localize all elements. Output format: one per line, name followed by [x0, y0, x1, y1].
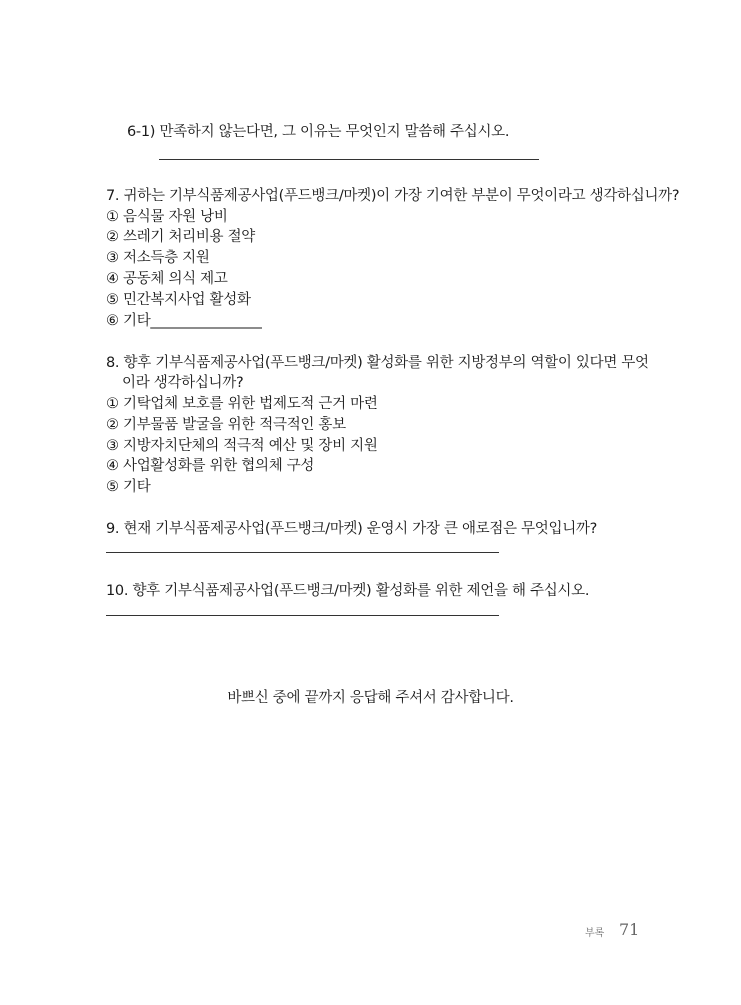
question-9: 9. 현재 기부식품제공사업(푸드뱅크/마켓) 운영시 가장 큰 애로점은 무엇입니까? [106, 521, 598, 537]
q8-option-2: ② 기부물품 발굴을 위한 적극적인 홍보 [106, 417, 346, 433]
q7-option-1: ① 음식물 자원 낭비 [106, 209, 228, 225]
q8-option-5: ⑤ 기타 [106, 479, 151, 495]
answer-line-9 [106, 552, 499, 553]
q8-option-3: ③ 지방자치단체의 적극적 예산 및 장비 지원 [106, 438, 378, 454]
answer-line-10 [106, 615, 499, 616]
footer-section-label: 부록 [585, 928, 605, 939]
q7-option-4: ④ 공동체 의식 제고 [106, 271, 228, 287]
q7-option-6: ⑥ 기타________________ [106, 313, 262, 329]
answer-line-6-1 [159, 159, 539, 160]
page-number: 71 [619, 920, 640, 939]
q7-option-3: ③ 저소득층 지원 [106, 250, 210, 266]
question-8-line-1: 8. 향후 기부식품제공사업(푸드뱅크/마켓) 활성화를 위한 지방정부의 역할이 있다면 무엇 [106, 355, 649, 371]
q7-option-5: ⑤ 민간복지사업 활성화 [106, 292, 251, 308]
q8-option-1: ① 기탁업체 보호를 위한 법제도적 근거 마련 [106, 396, 378, 412]
question-8-line-2: 이라 생각하십니까? [122, 375, 244, 391]
question-10: 10. 향후 기부식품제공사업(푸드뱅크/마켓) 활성화를 위한 제언을 해 주십시오. [106, 583, 590, 599]
q7-option-2: ② 쓰레기 처리비용 절약 [106, 229, 255, 245]
question-6-1: 6-1) 만족하지 않는다면, 그 이유는 무엇인지 말씀해 주십시오. [127, 124, 510, 140]
q8-option-4: ④ 사업활성화를 위한 협의체 구성 [106, 458, 315, 474]
question-7: 7. 귀하는 기부식품제공사업(푸드뱅크/마켓)이 가장 기여한 부분이 무엇이라고 생각하십니까? [106, 188, 680, 204]
closing-message: 바쁘신 중에 끝까지 응답해 주셔서 감사합니다. [227, 690, 514, 706]
